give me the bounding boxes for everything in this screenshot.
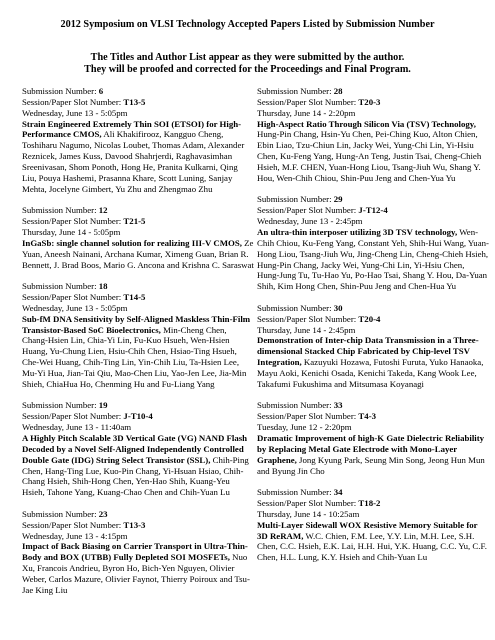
session-label: Session/Paper Slot Number:	[257, 313, 357, 324]
submission-number: 12	[98, 205, 108, 216]
paper-title: InGaSb: single channel solution for realizing III-V CMOS,	[22, 237, 242, 248]
paper-title: High-Aspect Ratio Through Silicon Via (TSV) Technology,	[257, 118, 476, 129]
presentation-date: Wednesday, June 13 - 2:45pm	[257, 216, 363, 227]
submission-label: Submission Number:	[257, 487, 332, 498]
paper-entry	[257, 194, 489, 292]
session-label: Session/Paper Slot Number:	[257, 498, 357, 509]
session-line	[257, 205, 489, 216]
presentation-date: Wednesday, June 13 - 11:40am	[22, 422, 132, 433]
paper-title: Dramatic Improvement of high-K Gate Dielectric Reliability by Replacing Metal Gate Electrode with Mono-Layer Graphene,	[257, 433, 485, 465]
session-label: Session/Paper Slot Number:	[22, 519, 122, 530]
submission-number: 28	[333, 86, 343, 96]
right-column	[257, 86, 489, 574]
session-slot: J-T12-4	[358, 205, 388, 216]
session-slot: T14-5	[123, 292, 146, 303]
paper-authors: Jong Kyung Park, Seung Min Song, Jeong Hun Mun and Byung Jin Cho	[257, 454, 485, 476]
intro-line-2: They will be proofed and corrected for the Proceedings and Final Program.	[84, 64, 411, 76]
submission-line	[22, 281, 254, 292]
submission-number: 29	[333, 194, 343, 205]
paper-entry	[22, 86, 254, 194]
submission-line	[257, 400, 489, 411]
paper-body	[257, 433, 489, 476]
paper-title: An ultra-thin interposer utilizing 3D TSV technology,	[257, 226, 458, 237]
intro-note	[0, 52, 495, 76]
submission-line	[22, 205, 254, 216]
paper-authors: Hung-Pin Chang, Hsin-Yu Chen, Pei-Ching Kuo, Alton Chien, Ebin Liao, Tzu-Chiun Lin, Jacky Wei, Yung-Chi Lin, Yi-Hsiu Chen, Ku-Feng Yang, Hung-An Teng, Justin Tsai, Cheng-Chieh Hsieh, M.F. CHEN, Yuan-Hong Liou, Tsang-Jiuh Wu, Shang Y. Hou, Wen-Chih Chiou, Shin-Puu Jeng and Chen-Yua Yu	[257, 129, 482, 183]
paper-authors: Wen-Chih Chiou, Ku-Feng Yang, Constant Yeh, Shih-Hui Wang, Yuan-Hong Liou, Tsang-Jiuh Wu, Jing-Cheng Lin, Cheng-Chieh Hsieh, Hung-Pin Chang, Jacky Wei, Yung-Chi Lin, Yi-Hsiu Chen, Hung-Jung Tu, Tu-Hao Yu, Po-Hao Tsai, Shang Y. Hou, Da-Yuan Shih, Kim Hong Chen, Shin-Puu Jeng and Chen-Hua Yu	[257, 226, 489, 292]
submission-line	[257, 487, 489, 498]
left-column	[22, 86, 254, 607]
paper-body	[22, 314, 254, 390]
paper-authors: Ze Yuan, Aneesh Nainani, Archana Kumar, Ximeng Guan, Brian R. Bennett, J. Brad Boos, Mario G. Ancona and Krishna C. Saraswat	[22, 237, 254, 270]
paper-body	[22, 541, 254, 595]
submission-line	[257, 303, 489, 314]
submission-number: 34	[333, 487, 343, 498]
paper-authors: W.C. Chien, F.M. Lee, Y.Y. Lin, M.H. Lee, S.H. Chen, C.C. Hsieh, E.K. Lai, H.H. Hui, Y.K. Huang, C.C. Yu, C.F. Chen, H.L. Lung, K.Y. Hsieh and Chih-Yuan Lu	[257, 530, 487, 563]
session-line	[257, 498, 489, 509]
submission-label: Submission Number:	[257, 86, 332, 96]
presentation-date: Tuesday, June 12 - 2:20pm	[257, 422, 352, 433]
intro-line-1: The Titles and Author List appear as they were submitted by the author.	[90, 52, 405, 63]
paper-entry	[22, 281, 254, 389]
submission-label: Submission Number:	[22, 86, 97, 96]
paper-authors: Nuo Xu, Francois Andrieu, Byron Ho, Bich-Yen Nguyen, Olivier Weber, Carlos Mazure, Olivier Faynot, Thierry Poiroux and Tsu-Jae King Liu	[22, 552, 250, 595]
session-label: Session/Paper Slot Number:	[22, 96, 122, 107]
paper-title: A Highly Pitch Scalable 3D Vertical Gate (VG) NAND Flash Decoded by a Novel Self-Aligned Independently Controlled Double Gate (IDG) String Select Transistor (SSL),	[22, 433, 248, 465]
paper-authors: Ali Khakifirooz, Kangguo Cheng, Toshiharu Nagumo, Nicolas Loubet, Thomas Adam, Alexander Reznicek, James Kuss, Davood Shahrjerdi, Raghavasimhan Sreenivasan, Shom Ponoth, Hong He, Pranita Kulkarni, Qing Liu, Pouya Hashemi, Prasanna Khare, Scott Luning, Sanjay Mehta, Jocelyne Gimbert, Yu Zhu and Zhengmao Zhu	[22, 129, 245, 194]
presentation-date: Wednesday, June 13 - 5:05pm	[22, 107, 128, 118]
session-line	[22, 411, 254, 422]
paper-title: Strain Engineered Extremely Thin SOI (ETSOI) for High-Performance CMOS,	[22, 118, 242, 140]
session-line	[22, 520, 254, 531]
paper-entry	[257, 86, 489, 184]
session-slot: T13-3	[123, 519, 146, 530]
session-slot: T13-5	[123, 96, 146, 107]
submission-line	[257, 194, 489, 205]
submission-line	[22, 509, 254, 520]
submission-line	[257, 86, 489, 97]
submission-number: 33	[333, 400, 343, 411]
paper-body	[257, 227, 489, 292]
session-line	[257, 314, 489, 325]
submission-label: Submission Number:	[22, 400, 97, 411]
presentation-date: Thursday, June 14 - 2:20pm	[257, 107, 356, 118]
session-line	[257, 97, 489, 108]
session-slot: T21-5	[123, 216, 146, 227]
presentation-date: Thursday, June 14 - 2:45pm	[257, 324, 356, 335]
session-label: Session/Paper Slot Number:	[257, 205, 357, 216]
submission-number: 19	[98, 400, 108, 411]
paper-authors: Min-Cheng Chen, Chang-Hsien Lin, Chia-Yi Lin, Fu-Kuo Hsueh, Wen-Hsien Huang, Yu-Chung Lien, Hsiu-Chih Chen, Hsiao-Ting Hsueh, Che-Wei Huang, Chih-Ting Lin, Yin-Chih Liu, Ta-Hsien Lee, Mu-Yi Hua, Jian-Tai Qiu, Mao-Chen Liu, Yao-Jen Lee, Jia-Min Shieh, ChiaHua Ho, Chenming Hu and Fu-Liang Yang	[22, 324, 247, 389]
paper-body	[22, 238, 254, 271]
paper-authors: Chih-Ping Chen, Hang-Ting Lue, Kuo-Pin Chang, Yi-Hsuan Hsiao, Chih-Chang Hsieh, Shih-Hong Chen, Yen-Hao Shih, Kuang-Yeu Hsieh, Tahone Yang, Kuang-Chao Chen and Chih-Yuan Lu	[22, 454, 249, 498]
paper-entry	[22, 400, 254, 498]
session-slot: J-T10-4	[123, 411, 153, 422]
session-slot: T4-3	[358, 411, 377, 422]
session-label: Session/Paper Slot Number:	[257, 411, 357, 422]
session-slot: T20-4	[358, 313, 381, 324]
session-label: Session/Paper Slot Number:	[22, 216, 122, 227]
paper-body	[257, 520, 489, 563]
presentation-date: Wednesday, June 13 - 4:15pm	[22, 530, 128, 541]
session-slot: T18-2	[358, 498, 381, 509]
paper-body	[22, 119, 254, 195]
submission-line	[22, 86, 254, 97]
session-line	[22, 216, 254, 227]
paper-title: Sub-fM DNA Sensitivity by Self-Aligned Maskless Thin-Film Transistor-Based SoC Bioelectronics,	[22, 313, 251, 335]
presentation-date: Thursday, June 14 - 10:25am	[257, 508, 360, 519]
paper-entry	[22, 205, 254, 270]
paper-entry	[257, 487, 489, 563]
session-line	[22, 97, 254, 108]
submission-number: 18	[98, 281, 108, 292]
session-line	[22, 292, 254, 303]
submission-line	[22, 400, 254, 411]
paper-entry	[22, 509, 254, 596]
paper-entry	[257, 303, 489, 390]
session-label: Session/Paper Slot Number:	[22, 411, 122, 422]
paper-title: Demonstration of Inter-chip Data Transmission in a Three-dimensional Stacked Chip Fabricated by Chip-level TSV Integration,	[257, 335, 479, 368]
paper-body	[257, 335, 489, 389]
session-label: Session/Paper Slot Number:	[22, 292, 122, 303]
submission-label: Submission Number:	[22, 508, 97, 519]
paper-title: Multi-Layer Sidewall WOX Resistive Memory Suitable for 3D ReRAM,	[257, 519, 478, 541]
presentation-date: Wednesday, June 13 - 5:05pm	[22, 302, 128, 313]
submission-number: 30	[333, 302, 343, 313]
submission-label: Submission Number:	[22, 281, 97, 292]
submission-label: Submission Number:	[257, 302, 332, 313]
paper-authors: Kazuyuki Hozawa, Futoshi Furuta, Yuko Hanaoka, Mayu Aoki, Kenichi Osada, Kenichi Takeda, Kang Wook Lee, Takafumi Fukushima and Mitsumasa Koyanagi	[257, 357, 484, 389]
session-label: Session/Paper Slot Number:	[257, 96, 357, 107]
submission-number: 6	[98, 86, 104, 96]
page-title: 2012 Symposium on VLSI Technology Accepted Papers Listed by Submission Number	[60, 19, 435, 30]
paper-body	[22, 433, 254, 498]
submission-number: 23	[98, 508, 108, 519]
session-slot: T20-3	[358, 96, 381, 107]
presentation-date: Thursday, June 14 - 5:05pm	[22, 226, 121, 237]
paper-title: Impact of Back Biasing on Carrier Transport in Ultra-Thin-Body and BOX (UTBB) Fully Depleted SOI MOSFETs,	[22, 541, 248, 563]
submission-label: Submission Number:	[257, 194, 332, 205]
paper-body	[257, 119, 489, 184]
paper-entry	[257, 400, 489, 476]
submission-label: Submission Number:	[22, 205, 97, 216]
submission-label: Submission Number:	[257, 400, 332, 411]
session-line	[257, 411, 489, 422]
